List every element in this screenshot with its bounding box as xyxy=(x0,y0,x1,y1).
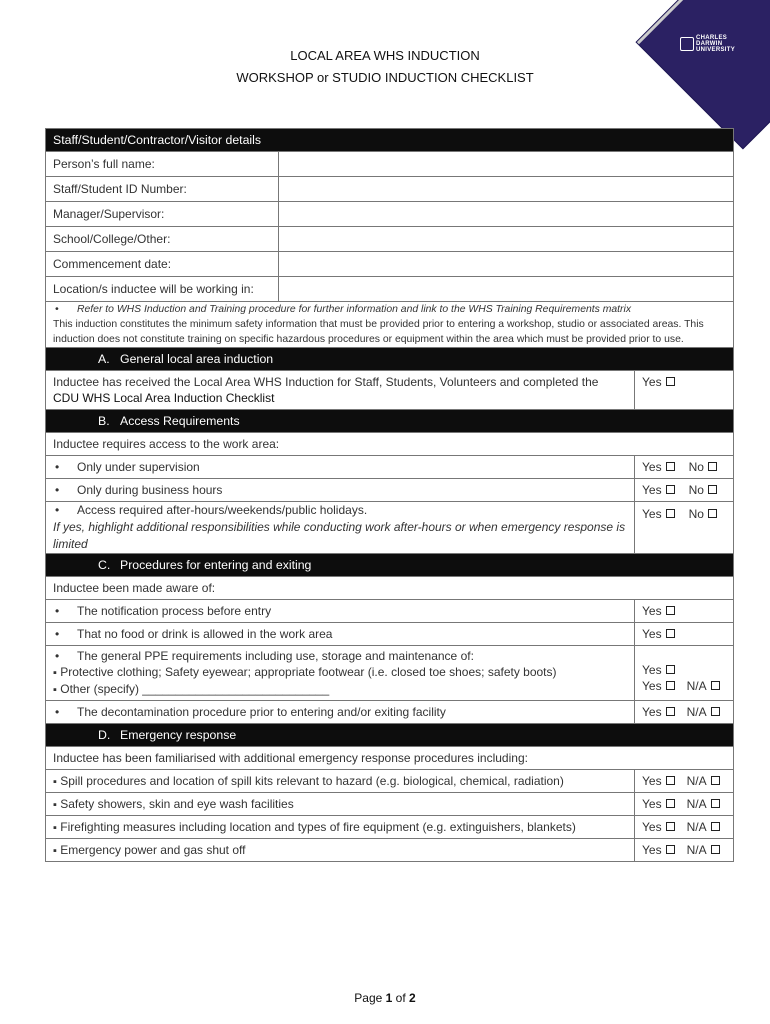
ppe-checkboxes[interactable]: Yes Yes N/A xyxy=(635,646,734,701)
school-field[interactable] xyxy=(279,227,734,252)
list-item: • Only under supervision xyxy=(46,456,635,479)
full-name-field[interactable] xyxy=(279,152,734,177)
list-item: • The decontamination procedure prior to entering and/or exiting facility xyxy=(46,701,635,724)
list-item: • That no food or drink is allowed in the work area xyxy=(46,623,635,646)
location-field[interactable] xyxy=(279,277,734,302)
id-number-field[interactable] xyxy=(279,177,734,202)
induction-note xyxy=(46,302,734,348)
section-b-header: B. Access Requirements xyxy=(46,410,734,433)
yes-no-checkbox[interactable]: Yes No xyxy=(635,456,734,479)
list-item: • The general PPE requirements including use, storage and maintenance of: ▪ Protective clothing; Safety eyewear; appropriate footwear (i.e. closed toe shoes; safety boots) ▪ Other (specify) ____________________________ xyxy=(46,646,635,701)
section-c-header: C. Procedures for entering and exiting xyxy=(46,554,734,577)
field-label: Staff/Student ID Number: xyxy=(46,177,279,202)
note-bullet: • Refer to WHS Induction and Training procedure for further information and link to the WHS Training Requirements matrix xyxy=(53,304,631,315)
manager-field[interactable] xyxy=(279,202,734,227)
section-d-header: D. Emergency response xyxy=(46,724,734,747)
field-label: Location/s inductee will be working in: xyxy=(46,277,279,302)
document-title: LOCAL AREA WHS INDUCTION xyxy=(290,48,480,63)
section-c-intro: Inductee been made aware of: xyxy=(46,577,734,600)
field-label: Person’s full name: xyxy=(46,152,279,177)
yes-checkbox[interactable]: Yes xyxy=(635,600,734,623)
list-item: • The notification process before entry xyxy=(46,600,635,623)
induction-checklist-table xyxy=(45,128,734,862)
note-text: This induction constitutes the minimum safety information that must be provided prior to entering a workshop, studio or associated areas. This induction does not constitute training on specific hazardous procedures or equipment within the area which must be provided prior to use. xyxy=(53,319,704,345)
section-b-intro: Inductee requires access to the work area: xyxy=(46,433,734,456)
field-label: School/College/Other: xyxy=(46,227,279,252)
yes-na-checkbox[interactable]: Yes N/A xyxy=(635,770,734,793)
list-item: ▪ Emergency power and gas shut off xyxy=(46,839,635,862)
ppe-sub-item: Protective clothing; Safety eyewear; appropriate footwear (i.e. closed toe shoes; safety boots) xyxy=(60,665,557,679)
ppe-other-field[interactable]: Other (specify) ____________________________ xyxy=(60,682,330,696)
yes-no-checkbox[interactable]: Yes No xyxy=(635,502,734,554)
yes-na-checkbox[interactable]: Yes N/A xyxy=(635,839,734,862)
list-item: • Access required after-hours/weekends/public holidays. If yes, highlight additional responsibilities while conducting work after-hours or when emergency response is limited xyxy=(46,502,635,554)
list-item: ▪ Safety showers, skin and eye wash facilities xyxy=(46,793,635,816)
page-number: Page 1 of 2 xyxy=(354,991,416,1005)
details-header: Staff/Student/Contractor/Visitor details xyxy=(46,129,734,152)
field-label: Manager/Supervisor: xyxy=(46,202,279,227)
yes-na-checkbox[interactable]: Yes N/A xyxy=(635,793,734,816)
yes-no-checkbox[interactable]: Yes No xyxy=(635,479,734,502)
after-hours-note: If yes, highlight additional responsibilities while conducting work after-hours or when emergency response is limited xyxy=(53,520,626,551)
list-item: ▪ Spill procedures and location of spill kits relevant to hazard (e.g. biological, chemical, radiation) xyxy=(46,770,635,793)
section-a-header: A. General local area induction xyxy=(46,348,734,371)
list-item: • Only during business hours xyxy=(46,479,635,502)
yes-na-checkbox[interactable]: Yes N/A xyxy=(635,816,734,839)
university-logo: CHARLES DARWIN UNIVERSITY xyxy=(696,35,736,53)
commencement-date-field[interactable] xyxy=(279,252,734,277)
field-label: Commencement date: xyxy=(46,252,279,277)
list-item: ▪ Firefighting measures including location and types of fire equipment (e.g. extinguishers, blankets) xyxy=(46,816,635,839)
section-d-intro: Inductee has been familiarised with additional emergency response procedures including: xyxy=(46,747,734,770)
section-a-row: Inductee has received the Local Area WHS Induction for Staff, Students, Volunteers and completed the CDU WHS Local Area Induction Checklist xyxy=(46,371,635,410)
yes-checkbox[interactable]: Yes xyxy=(635,623,734,646)
document-subtitle: WORKSHOP or STUDIO INDUCTION CHECKLIST xyxy=(236,70,534,85)
yes-na-checkbox[interactable]: Yes N/A xyxy=(635,701,734,724)
yes-checkbox[interactable]: Yes xyxy=(635,371,734,410)
